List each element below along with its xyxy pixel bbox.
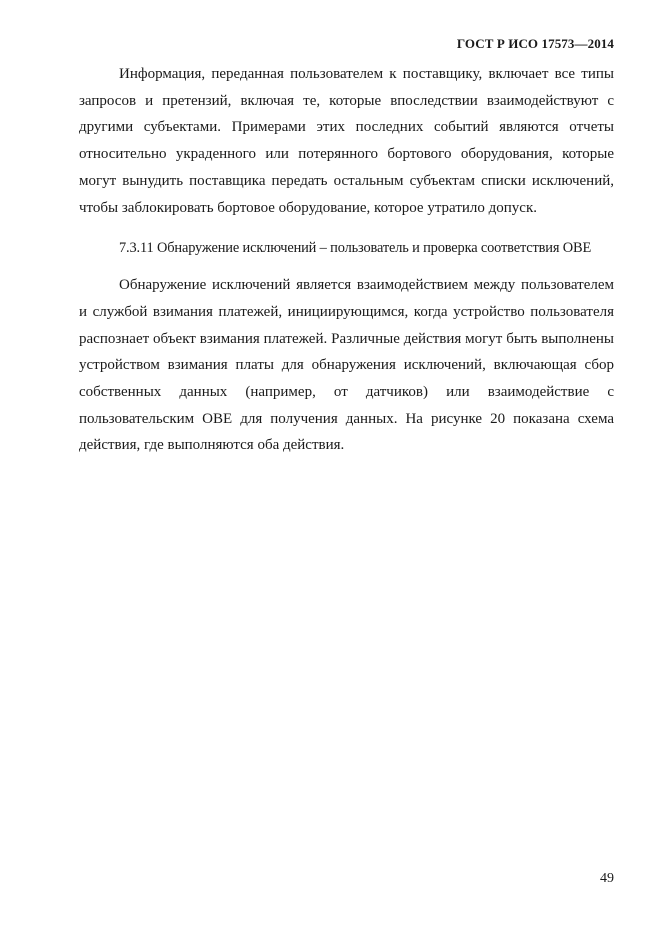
paragraph-user-information: Информация, переданная пользователем к поставщику, включает все типы запросов и претензий, включая те, которые впоследствии взаимодействуют с другими субъектами. Примерами этих последних событий являются отчеты относительно украденного или потерянного бортового оборудования, которые могут вынудить поставщика передать остальным субъектам списки исключений, чтобы заблокировать бортовое оборудование, которое утратило допуск. (79, 66, 614, 216)
paragraph-exception-detection: Обнаружение исключений является взаимодействием между пользователем и службой взимания платежей, инициирующимся, когда устройство пользователя распознает объект взимания платежей. Различные действия могут быть выполнены устройством взимания платы для обнаружения исключений, включающая сбор собственных данных (например, от датчиков) или взаимодействие с пользовательским OBE для получения данных. На рисунке 20 показана схема действия, где выполняются оба действия. (79, 277, 614, 454)
page-number: 49 (600, 871, 614, 886)
page-content (79, 61, 614, 459)
section-heading-7-3-11: 7.3.11 Обнаружение исключений – пользователь и проверка соответствия OBE (119, 240, 592, 257)
document-header: ГОСТ Р ИСО 17573—2014 (456, 36, 614, 51)
